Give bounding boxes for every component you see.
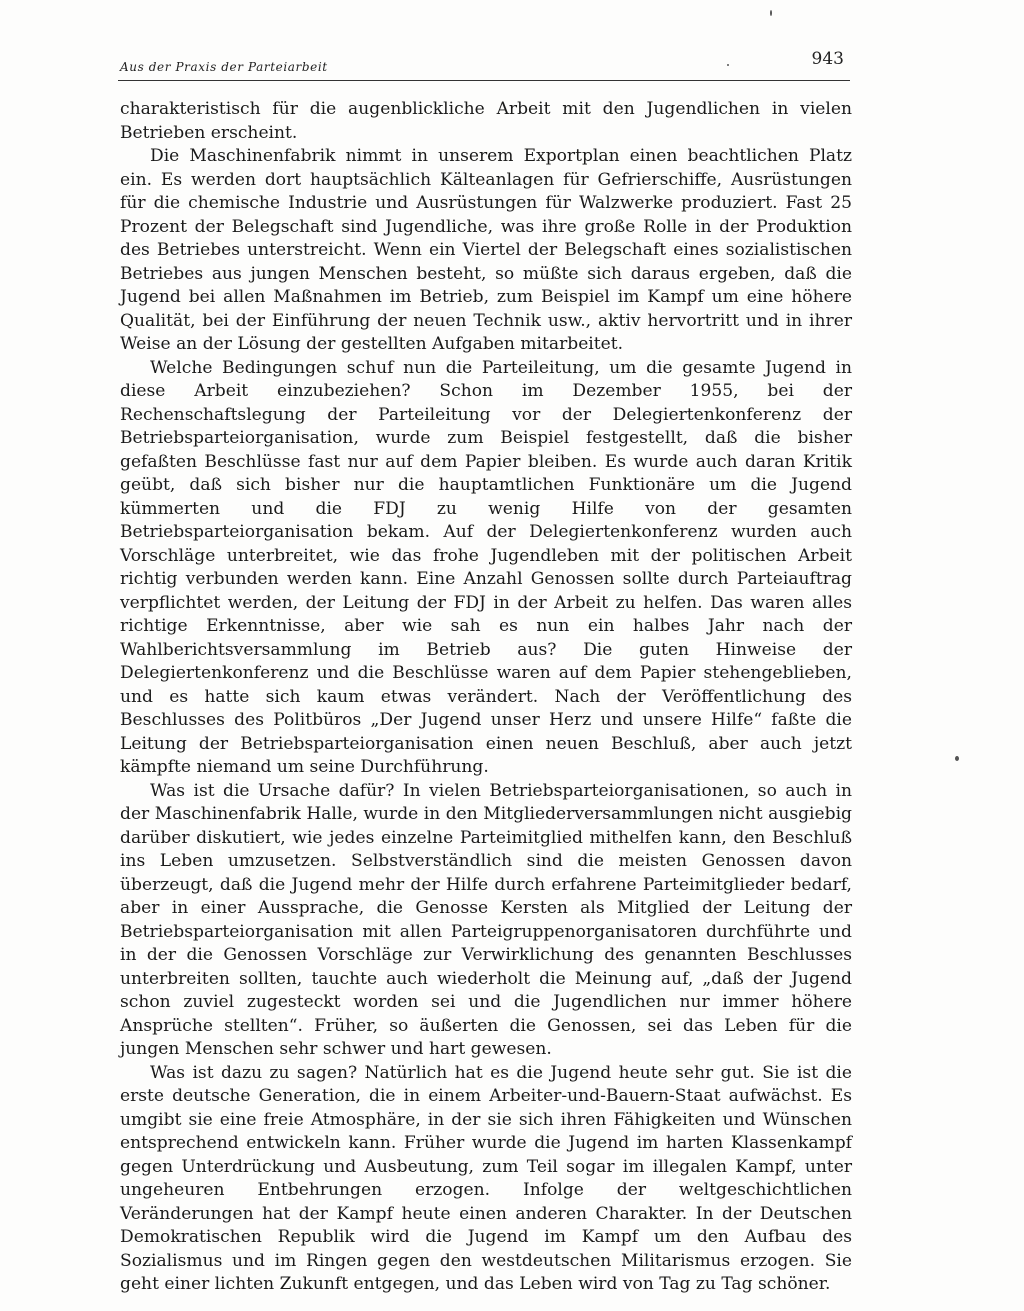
- body-text: [120, 98, 852, 1297]
- running-title: Aus der Praxis der Parteiarbeit: [120, 60, 328, 74]
- header-rule: [118, 80, 850, 81]
- page-number: 943: [811, 49, 844, 69]
- paragraph-2: Die Maschinenfabrik nimmt in unserem Exportplan einen beachtlichen Platz ein. Es werden dort hauptsächlich Kälteanlagen für Gefrierschiffe, Ausrüstungen für die chemische Industrie und Ausrüstungen für Walzwerke produziert. Fast 25 Prozent der Belegschaft sind Jugendliche, was ihre große Rolle in der Produktion des Betriebes unterstreicht. Wenn ein Viertel der Belegschaft eines sozialistischen Betriebes aus jungen Menschen besteht, so müßte sich daraus ergeben, daß die Jugend bei allen Maßnahmen im Betrieb, zum Beispiel im Kampf um eine höhere Qualität, bei der Einführung der neuen Technik usw., aktiv hervortritt und in ihrer Weise an der Lösung der gestellten Aufgaben mitarbeitet.: [120, 146, 852, 354]
- scan-speck-top: [770, 10, 772, 16]
- scan-speck-header: [727, 64, 729, 66]
- paragraph-4: Was ist die Ursache dafür? In vielen Betriebsparteiorganisationen, so auch in der Maschinenfabrik Halle, wurde in den Mitgliederversammlungen nicht ausgiebig darüber diskutiert, wie jedes einzelne Parteimitglied mithelfen kann, den Beschluß ins Leben umzusetzen. Selbstverständlich sind die meisten Genossen davon überzeugt, daß die Jugend mehr der Hilfe durch erfahrene Parteimitglieder bedarf, aber in einer Aussprache, die Genosse Kersten als Mitglied der Leitung der Betriebsparteiorganisation mit allen Parteigruppenorganisatoren durchführte und in der die Genossen Vorschläge zur Verwirklichung des genannten Beschlusses unterbreiten sollten, tauchte auch wiederholt die Meinung auf, „daß der Jugend schon zuviel zugesteckt worden sei und die Jugendlichen nur immer höhere Ansprüche stellten“. Früher, so äußerten die Genossen, sei das Leben für die jungen Menschen sehr schwer und hart gewesen.: [120, 780, 852, 1059]
- paragraph-5: Was ist dazu zu sagen? Natürlich hat es die Jugend heute sehr gut. Sie ist die erste deutsche Generation, die in einem Arbeiter-und-Bauern-Staat aufwächst. Es umgibt sie eine freie Atmosphäre, in der sie sich ihren Fähigkeiten und Wünschen entsprechend entwickeln kann. Früher wurde die Jugend im harten Klassenkampf gegen Unterdrückung und Ausbeutung, zum Teil sogar im illegalen Kampf, unter ungeheuren Entbehrungen erzogen. Infolge der weltgeschichtlichen Veränderungen hat der Kampf heute einen anderen Charakter. In der Deutschen Demokratischen Republik wird die Jugend im Kampf um den Aufbau des Sozialismus und im Ringen gegen den westdeutschen Militarismus erzogen. Sie geht einer lichten Zukunft entgegen, und das Leben wird von Tag zu Tag schöner.: [120, 1062, 852, 1294]
- scan-speck-margin: [955, 756, 959, 761]
- paragraph-3: Welche Bedingungen schuf nun die Parteileitung, um die gesamte Jugend in diese Arbeit einzubeziehen? Schon im Dezember 1955, bei der Rechenschaftslegung der Parteileitung vor der Delegiertenkonferenz der Betriebsparteiorganisation, wurde zum Beispiel festgestellt, daß die bisher gefaßten Beschlüsse fast nur auf dem Papier bleiben. Es wurde auch daran Kritik geübt, daß sich bisher nur die hauptamtlichen Funktionäre um die Jugend kümmerten und die FDJ zu wenig Hilfe von der gesamten Betriebsparteiorganisation bekam. Auf der Delegiertenkonferenz wurden auch Vorschläge unterbreitet, wie das frohe Jugendleben mit der politischen Arbeit richtig verbunden werden kann. Eine Anzahl Genossen sollte durch Parteiauftrag verpflichtet werden, der Leitung der FDJ in der Arbeit zu helfen. Das waren alles richtige Erkenntnisse, aber wie sah es nun ein halbes Jahr nach der Wahlberichtsversammlung im Betrieb aus? Die guten Hinweise der Delegiertenkonferenz und die Beschlüsse waren auf dem Papier stehengeblieben, und es hatte sich kaum etwas verändert. Nach der Veröffentlichung des Beschlusses des Politbüros „Der Jugend unser Herz und unsere Hilfe“ faßte die Leitung der Betriebsparteiorganisation einen neuen Beschluß, aber auch jetzt kämpfte niemand um seine Durchführung.: [120, 357, 852, 777]
- paragraph-1: charakteristisch für die augenblickliche Arbeit mit den Jugendlichen in vielen Betrieben erscheint.: [120, 99, 852, 143]
